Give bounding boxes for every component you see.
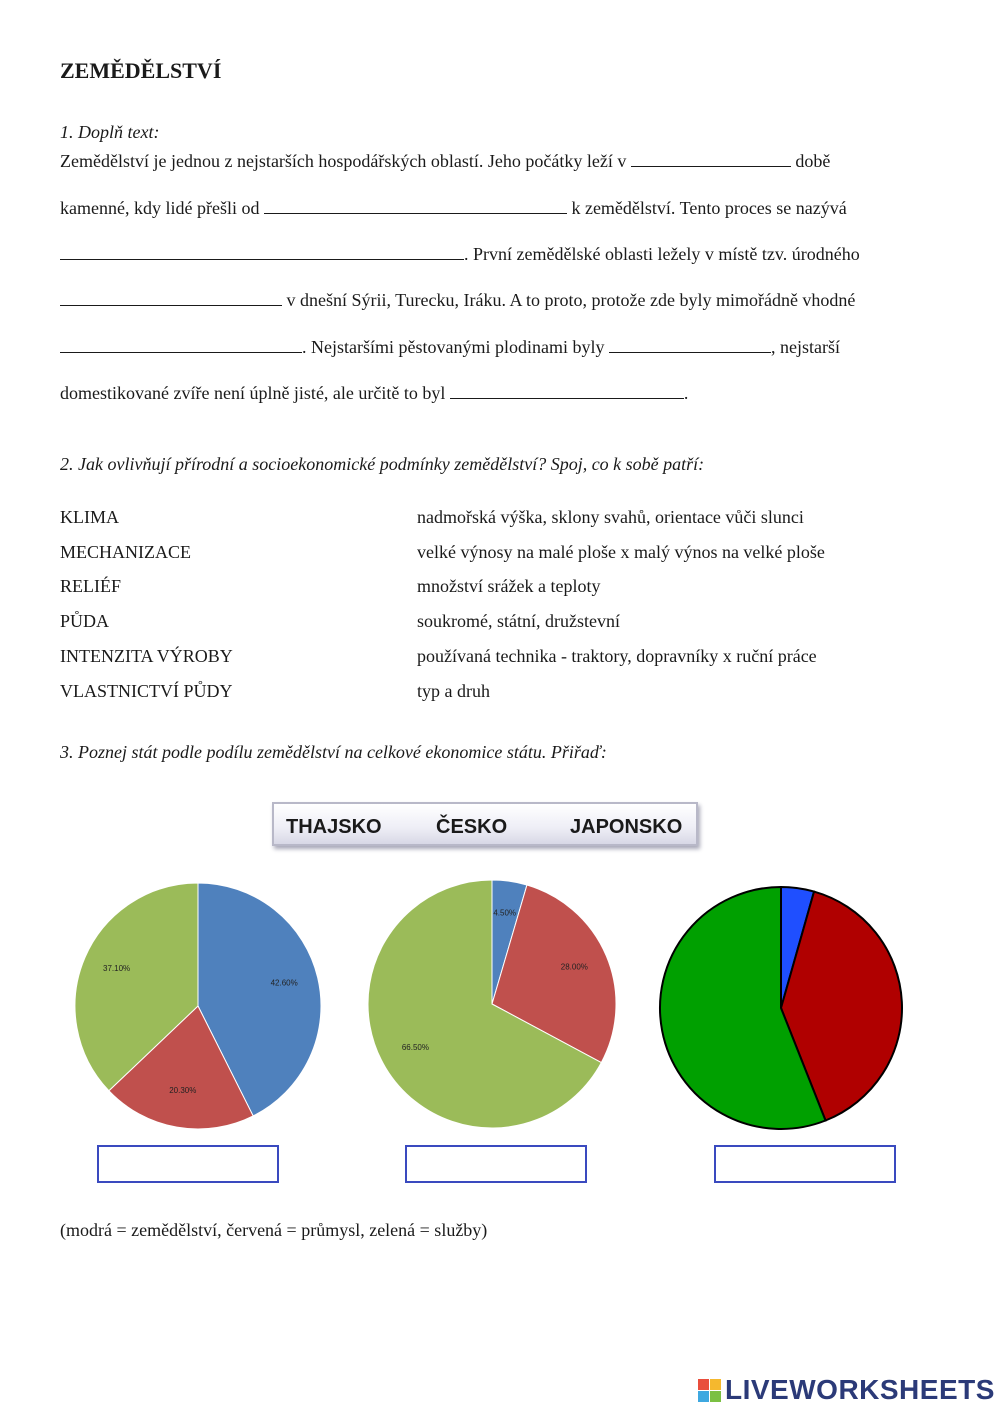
description-item[interactable]: soukromé, státní, družstevní <box>417 611 620 631</box>
liveworksheets-logo <box>698 1374 995 1406</box>
task1-line-6: domestikované zvíře není úplně jisté, ale určitě to byl . <box>60 380 940 404</box>
task1-line-4: v dnešní Sýrii, Turecku, Iráku. A to proto, protože zde byly mimořádně vhodné <box>60 287 940 311</box>
logo-squares-icon <box>698 1379 721 1402</box>
task3-heading: 3. Poznej stát podle podílu zemědělství na celkové ekonomice státu. Přiřaď: <box>60 742 607 762</box>
fill-blank-7[interactable] <box>450 380 684 399</box>
task1-line-1: Zemědělství je jednou z nejstarších hospodářských oblastí. Jeho počátky leží v době <box>60 148 940 172</box>
condition-item[interactable]: KLIMA <box>60 507 119 527</box>
task1-heading: 1. Doplň text: <box>60 122 160 142</box>
task1-line-2: kamenné, kdy lidé přešli od k zemědělství. Tento proces se nazývá <box>60 195 940 219</box>
description-item[interactable]: velké výnosy na malé ploše x malý výnos na velké ploše <box>417 542 825 562</box>
fill-blank-5[interactable] <box>60 334 302 353</box>
condition-item[interactable]: PŮDA <box>60 611 110 631</box>
country-option-japonsko[interactable]: JAPONSKO <box>570 816 683 838</box>
pie-slice-label: 4.50% <box>493 908 517 918</box>
pie-slice-label: 66.50% <box>401 1042 429 1052</box>
brand-name: LIVEWORKSHEETS <box>725 1374 995 1405</box>
country-options-box <box>272 802 698 846</box>
pie-slice-label: 28.00% <box>560 962 588 972</box>
description-item[interactable]: používaná technika - traktory, dopravníky x ruční práce <box>417 646 817 666</box>
fill-blank-1[interactable] <box>631 148 791 167</box>
country-option-cesko[interactable]: ČESKO <box>436 816 508 838</box>
condition-item[interactable]: MECHANIZACE <box>60 542 191 562</box>
country-option-thajsko[interactable]: THAJSKO <box>286 816 382 838</box>
pie-slice-label: 37.10% <box>103 964 131 974</box>
fill-blank-2[interactable] <box>264 195 567 214</box>
task1-line-3: . První zemědělské oblasti ležely v místě tzv. úrodného <box>60 241 940 265</box>
answer-box-2[interactable] <box>405 1145 587 1183</box>
fill-blank-3[interactable] <box>60 241 464 260</box>
fill-blank-4[interactable] <box>60 287 282 306</box>
task1-line-5: . Nejstaršími pěstovanými plodinami byly , nejstarší <box>60 334 940 358</box>
pie-chart-2 <box>362 876 622 1132</box>
condition-item[interactable]: RELIÉF <box>60 576 121 596</box>
condition-item[interactable]: INTENZITA VÝROBY <box>60 646 233 666</box>
description-item[interactable]: množství srážek a teploty <box>417 576 601 596</box>
color-legend-note: (modrá = zemědělství, červená = průmysl, zelená = služby) <box>60 1220 488 1240</box>
worksheet-title: ZEMĚDĚLSTVÍ <box>60 58 222 83</box>
pie-slice-label: 20.30% <box>169 1086 197 1096</box>
pie-chart-3 <box>653 883 911 1133</box>
pie-chart-1 <box>70 878 326 1134</box>
task2-heading: 2. Jak ovlivňují přírodní a socioekonomické podmínky zemědělství? Spoj, co k sobě patří: <box>60 454 705 474</box>
condition-item[interactable]: VLASTNICTVÍ PŮDY <box>60 681 233 701</box>
fill-blank-6[interactable] <box>609 334 771 353</box>
description-item[interactable]: typ a druh <box>417 681 490 701</box>
description-item[interactable]: nadmořská výška, sklony svahů, orientace vůči slunci <box>417 507 804 527</box>
answer-box-3[interactable] <box>714 1145 896 1183</box>
answer-box-1[interactable] <box>97 1145 279 1183</box>
pie-slice-label: 42.60% <box>270 978 298 988</box>
